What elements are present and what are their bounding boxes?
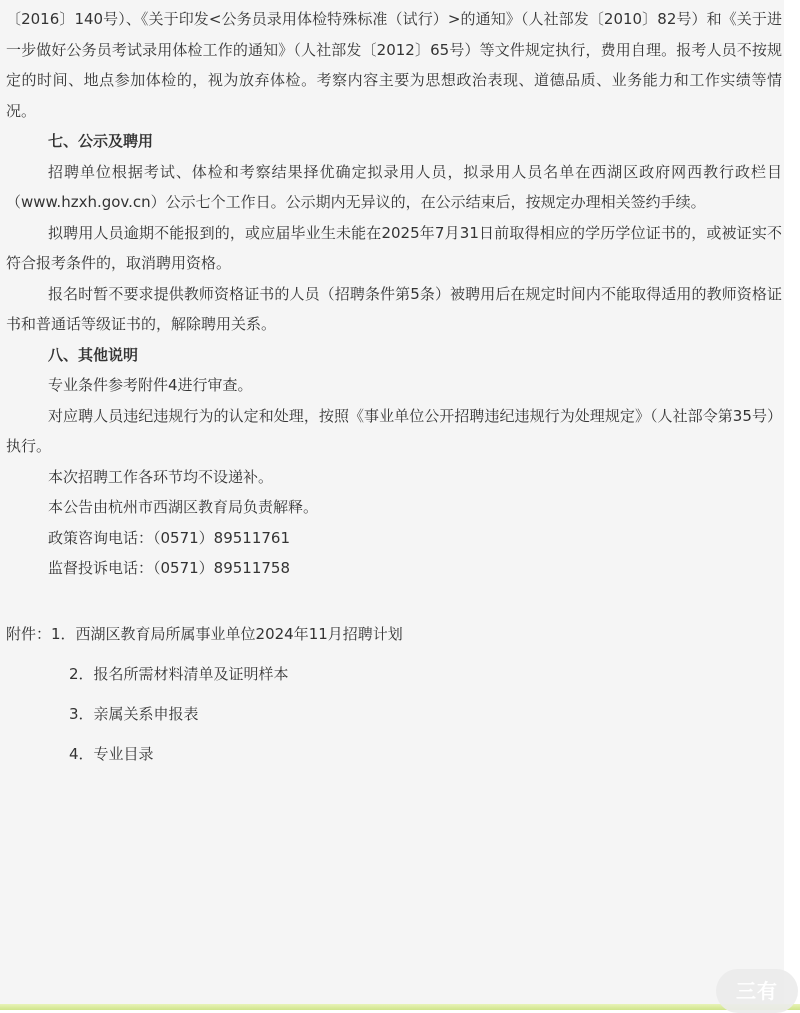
paragraph-physical-exam: 〔2016〕140号）、《关于印发<公务员录用体检特殊标准（试行）>的通知》（人社部发〔2010〕82号）和《关于进一步做好公务员考试录用体检工作的通知》（人社部发〔2012〕65号）等文件规定执行，费用自理。报考人员不按规定的时间、地点参加体检的，视为放弃体检。考察内容主要为思想政治表现、道德品质、业务能力和工作实绩等情况。 <box>6 10 782 120</box>
policy-hotline: 政策咨询电话：（0571）89511761 <box>48 528 291 547</box>
attachment-2[interactable]: 2．报名所需材料清单及证明样本 <box>69 664 289 683</box>
paragraph-major-review: 专业条件参考附件4进行审查。 <box>48 376 253 394</box>
paragraph-violations: 对应聘人员违纪违规行为的认定和处理，按照《事业单位公开招聘违纪违规行为处理规定》（人社部令第35号）执行。 <box>6 406 782 455</box>
watermark-logo: 三有 <box>716 969 798 1013</box>
paragraph-overdue-report: 拟聘用人员逾期不能报到的，或应届毕业生未能在2025年7月31日前取得相应的学历学位证书的，或被证实不符合报考条件的，取消聘用资格。 <box>6 223 782 272</box>
paragraph-publicity: 招聘单位根据考试、体检和考察结果择优确定拟录用人员，拟录用人员名单在西湖区政府网西教行政栏目（www.hzxh.gov.cn）公示七个工作日。公示期内无异议的，在公示结束后，按规定办理相关签约手续。 <box>6 162 782 211</box>
bottom-strip <box>0 1004 800 1010</box>
spacer <box>6 584 782 614</box>
attachment-3[interactable]: 3．亲属关系申报表 <box>69 704 199 723</box>
paragraph-no-substitution: 本次招聘工作各环节均不设递补。 <box>48 467 274 486</box>
section-title-other: 八、其他说明 <box>48 345 139 364</box>
attachment-1[interactable]: 附件：1．西湖区教育局所属事业单位2024年11月招聘计划 <box>6 624 403 643</box>
page-scrollbar[interactable] <box>784 0 800 1004</box>
section-title-publicity: 七、公示及聘用 <box>48 132 154 150</box>
complaint-hotline: 监督投诉电话：（0571）89511758 <box>48 559 291 577</box>
paragraph-interpretation: 本公告由杭州市西湖区教育局负责解释。 <box>48 498 319 516</box>
paragraph-teacher-certificate: 报名时暂不要求提供教师资格证书的人员（招聘条件第5条）被聘用后在规定时间内不能取得适用的教师资格证书和普通话等级证书的，解除聘用关系。 <box>6 284 782 333</box>
attachment-4[interactable]: 4．专业目录 <box>69 744 154 763</box>
